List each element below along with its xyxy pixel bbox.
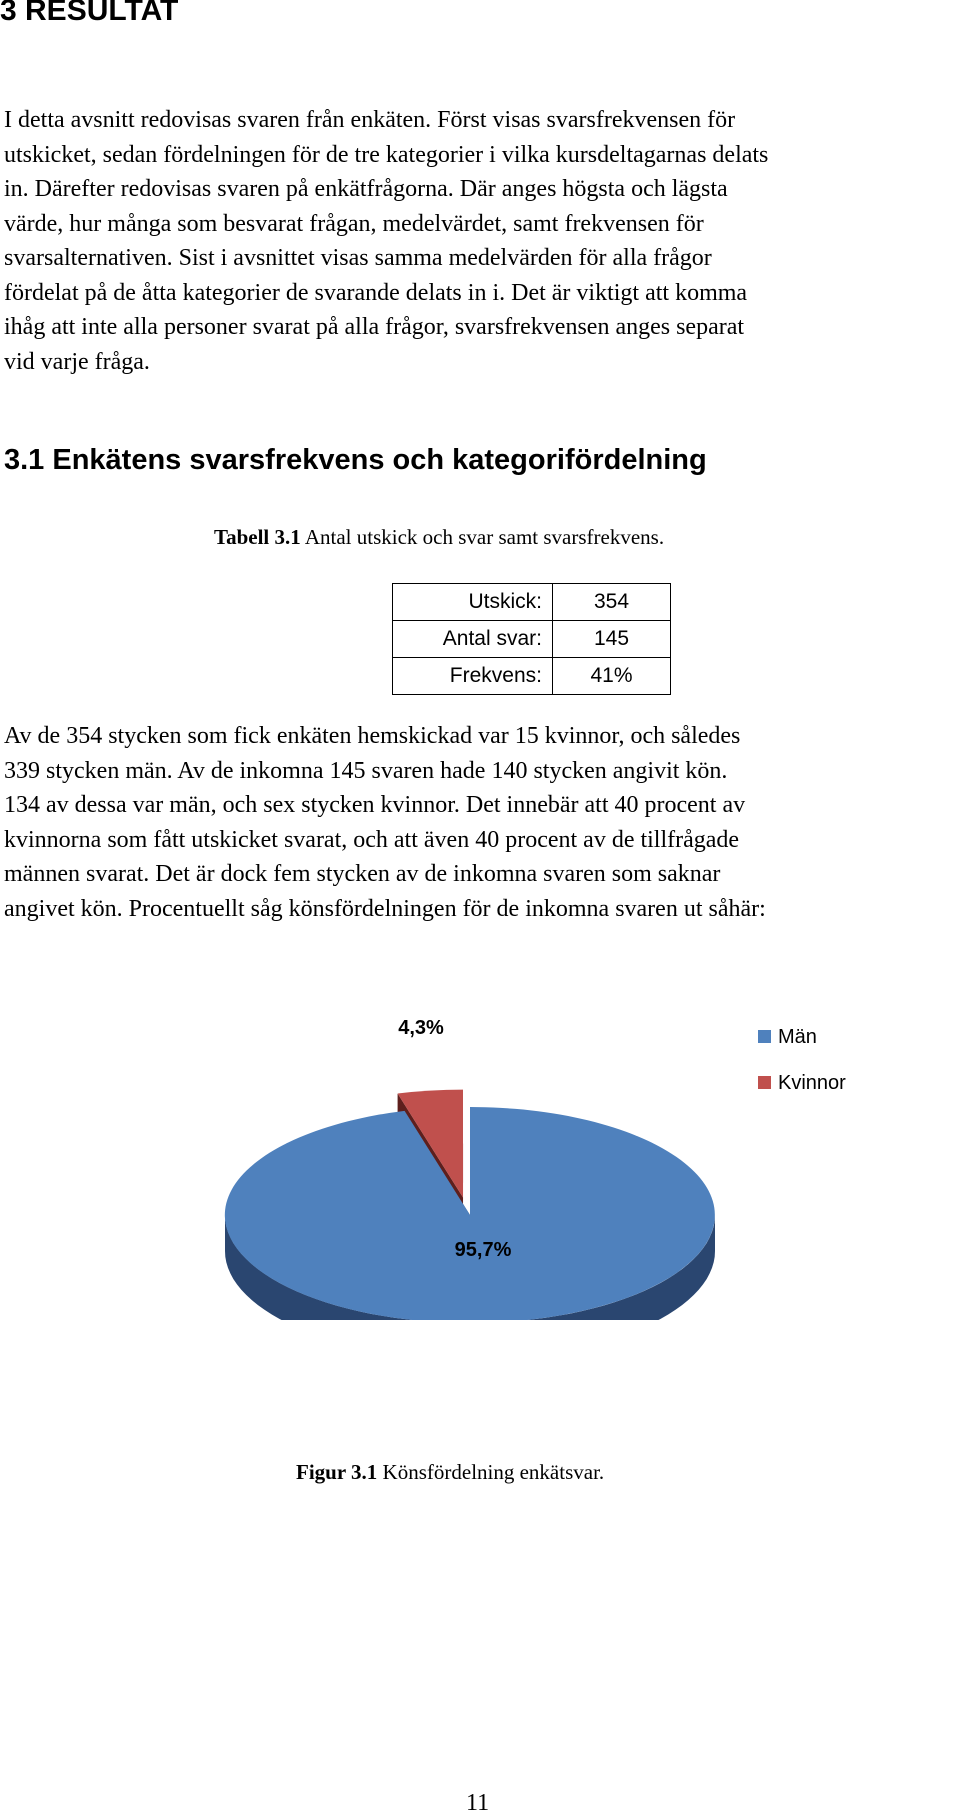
- gender-pie-chart: [0, 1000, 960, 1320]
- body-line: 339 stycken män. Av de inkomna 145 svaren hade 140 stycken angivit kön.: [4, 757, 728, 784]
- data-label-man: 95,7%: [454, 1239, 512, 1261]
- figure-caption-label: Figur 3.1: [296, 1460, 378, 1484]
- body-line: angivet kön. Procentuellt såg könsfördelningen för de inkomna svaren ut såhär:: [4, 895, 766, 922]
- intro-line: in. Därefter redovisas svaren på enkätfrågorna. Där anges högsta och lägsta: [4, 176, 728, 202]
- table-row: [393, 658, 671, 695]
- intro-line: vid varje fråga.: [4, 348, 150, 375]
- table-caption: [214, 525, 664, 550]
- legend-swatch-kvinnor: [758, 1076, 771, 1089]
- body-line: männen svarat. Det är dock fem stycken av de inkomna svaren som saknar: [4, 861, 721, 887]
- figure-caption-text: Könsfördelning enkätsvar.: [377, 1460, 605, 1484]
- subsection-heading: 3.1 Enkätens svarsfrekvens och kategorifördelning: [4, 444, 707, 476]
- legend-label-man: Män: [778, 1026, 817, 1048]
- gender-paragraph: [4, 719, 954, 926]
- page-number: 11: [466, 1790, 490, 1816]
- table-row: [393, 584, 671, 621]
- body-line: kvinnorna som fått utskicket svarat, och att även 40 procent av de tillfrågade: [4, 826, 740, 853]
- intro-line: värde, hur många som besvarat frågan, medelvärdet, samt frekvensen för: [4, 210, 704, 237]
- pie-tops: [225, 1090, 715, 1320]
- intro-paragraph: [4, 103, 954, 379]
- table-value: 41%: [553, 658, 671, 695]
- table-value: 354: [553, 584, 671, 621]
- table-key: Frekvens:: [393, 658, 553, 695]
- section-heading: 3 RESULTAT: [0, 0, 179, 27]
- legend-swatch-man: [758, 1030, 771, 1043]
- table-caption-label: Tabell 3.1: [214, 525, 301, 549]
- table-row: [393, 621, 671, 658]
- table-value: 145: [553, 621, 671, 658]
- intro-line: svarsalternativen. Sist i avsnittet visas samma medelvärden för alla frågor: [4, 245, 712, 271]
- intro-line: I detta avsnitt redovisas svaren från enkäten. Först visas svarsfrekvensen för: [4, 107, 736, 133]
- intro-line: ihåg att inte alla personer svarat på alla frågor, svarsfrekvensen anges separat: [4, 314, 745, 340]
- intro-line: fördelat på de åtta kategorier de svarande delats in i. Det är viktigt att komma: [4, 279, 748, 306]
- table-key: Antal svar:: [393, 621, 553, 658]
- table-key: Utskick:: [393, 584, 553, 621]
- intro-line: utskicket, sedan fördelningen för de tre kategorier i vilka kursdeltagarnas delats: [4, 141, 769, 168]
- response-table: [392, 583, 671, 695]
- pie-slice-man: [225, 1107, 715, 1320]
- table-caption-text: Antal utskick och svar samt svarsfrekvens.: [300, 525, 665, 549]
- figure-caption: [296, 1460, 604, 1485]
- body-line: 134 av dessa var män, och sex stycken kvinnor. Det innebär att 40 procent av: [4, 792, 746, 818]
- body-line: Av de 354 stycken som fick enkäten hemskickad var 15 kvinnor, och således: [4, 723, 741, 749]
- legend-label-kvinnor: Kvinnor: [778, 1072, 846, 1094]
- data-label-kvinnor: 4,3%: [398, 1017, 444, 1039]
